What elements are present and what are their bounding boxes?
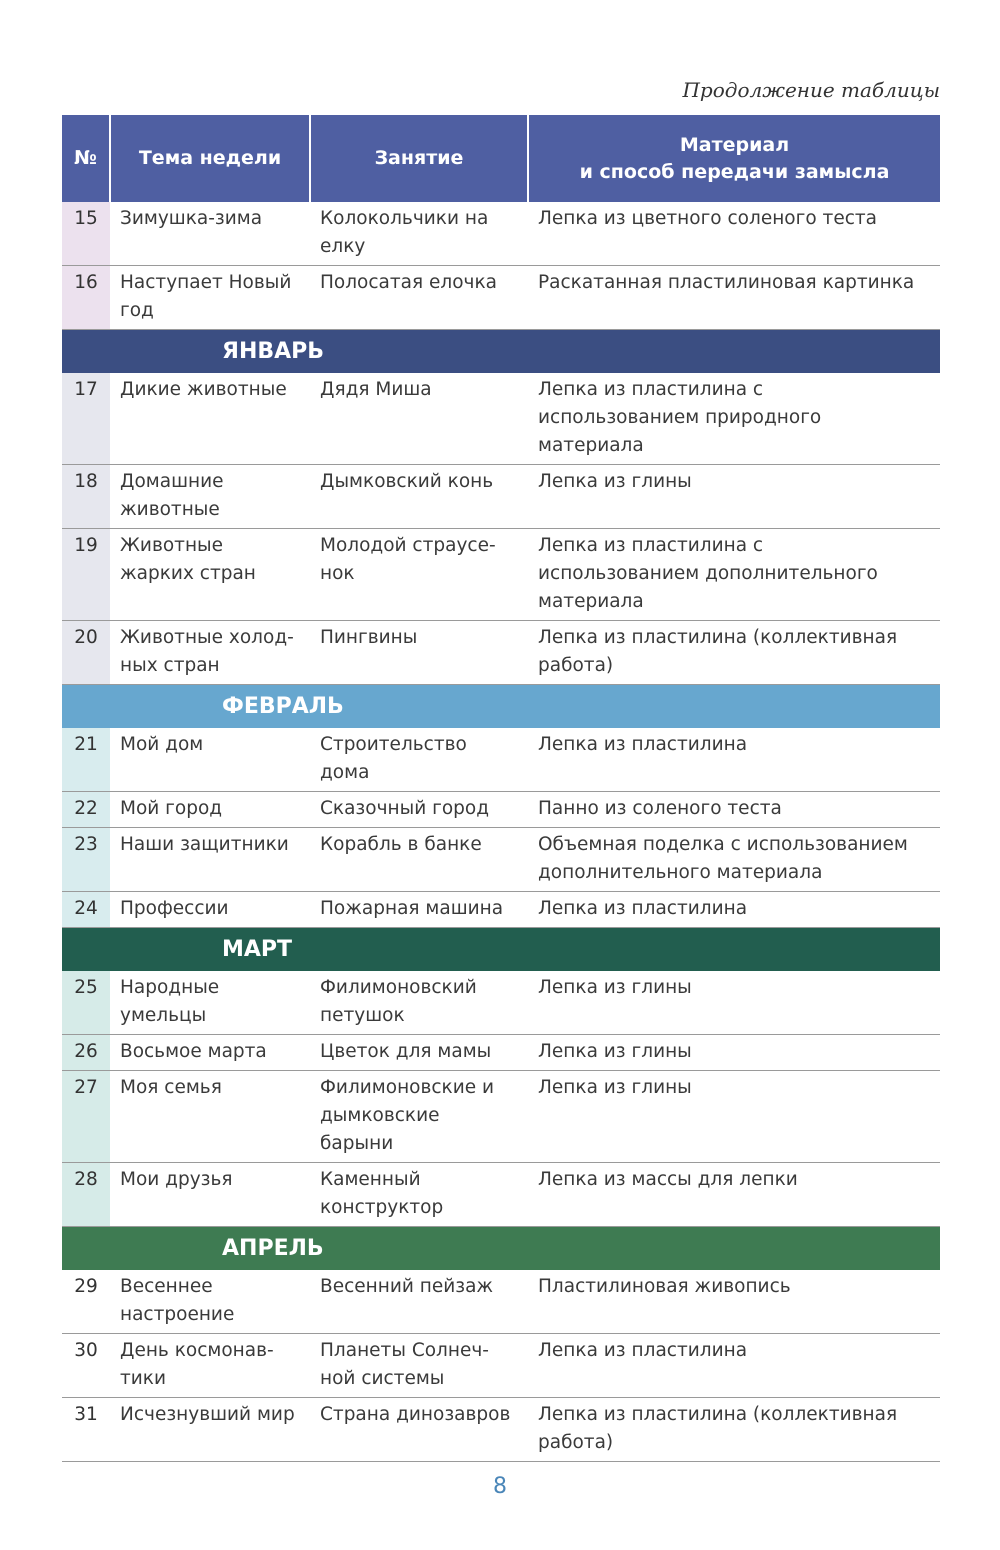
material-cell: Лепка из глины	[528, 1071, 940, 1163]
table-body	[62, 202, 940, 1462]
theme-cell: Народные умельцы	[110, 971, 310, 1035]
lesson-cell: Каменный конструктор	[310, 1163, 528, 1227]
row-number-cell: 18	[62, 465, 110, 529]
theme-cell: День космонав-тики	[110, 1334, 310, 1398]
table-row	[62, 1035, 940, 1071]
row-number-cell: 31	[62, 1398, 110, 1462]
row-number-cell: 19	[62, 529, 110, 621]
lesson-cell: Пожарная машина	[310, 892, 528, 928]
month-label: АПРЕЛЬ	[62, 1227, 940, 1271]
lesson-cell: Весенний пейзаж	[310, 1270, 528, 1334]
header-lesson: Занятие	[310, 115, 528, 202]
row-number-cell: 24	[62, 892, 110, 928]
month-row-mar	[62, 928, 940, 972]
table-row	[62, 1334, 940, 1398]
table-header-row	[62, 115, 940, 202]
material-cell: Объемная поделка с использованием дополнительного материала	[528, 828, 940, 892]
month-row-feb	[62, 685, 940, 729]
row-number-cell: 16	[62, 266, 110, 330]
header-theme: Тема недели	[110, 115, 310, 202]
theme-cell: Профессии	[110, 892, 310, 928]
table-row	[62, 1270, 940, 1334]
row-number-cell: 28	[62, 1163, 110, 1227]
theme-cell: Животные холод-ных стран	[110, 621, 310, 685]
row-number-cell: 27	[62, 1071, 110, 1163]
material-cell: Раскатанная пластилиновая картинка	[528, 266, 940, 330]
theme-cell: Домашние животные	[110, 465, 310, 529]
header-material: Материал и способ передачи замысла	[528, 115, 940, 202]
material-cell: Лепка из цветного соленого теста	[528, 202, 940, 266]
row-number-cell: 30	[62, 1334, 110, 1398]
material-cell: Лепка из пластилина (коллективная работа)	[528, 621, 940, 685]
header-num: №	[62, 115, 110, 202]
theme-cell: Весеннее настроение	[110, 1270, 310, 1334]
lesson-cell: Колокольчики на елку	[310, 202, 528, 266]
table-row	[62, 1071, 940, 1163]
row-number-cell: 29	[62, 1270, 110, 1334]
theme-cell: Животные жарких стран	[110, 529, 310, 621]
lesson-plan-table	[62, 115, 940, 1462]
row-number-cell: 17	[62, 373, 110, 465]
lesson-cell: Сказочный город	[310, 792, 528, 828]
lesson-cell: Страна динозавров	[310, 1398, 528, 1462]
lesson-cell: Планеты Солнеч-ной системы	[310, 1334, 528, 1398]
table-row	[62, 373, 940, 465]
theme-cell: Мои друзья	[110, 1163, 310, 1227]
theme-cell: Мой город	[110, 792, 310, 828]
row-number-cell: 23	[62, 828, 110, 892]
material-cell: Лепка из пластилина с использованием природного материала	[528, 373, 940, 465]
material-cell: Лепка из глины	[528, 1035, 940, 1071]
table-row	[62, 202, 940, 266]
month-row-apr	[62, 1227, 940, 1271]
material-cell: Лепка из глины	[528, 971, 940, 1035]
lesson-cell: Молодой страусе-нок	[310, 529, 528, 621]
table-row	[62, 892, 940, 928]
theme-cell: Наступает Новый год	[110, 266, 310, 330]
row-number-cell: 21	[62, 728, 110, 792]
row-number-cell: 25	[62, 971, 110, 1035]
month-row-jan	[62, 330, 940, 374]
table-row	[62, 1163, 940, 1227]
table-row	[62, 266, 940, 330]
month-label: МАРТ	[62, 928, 940, 972]
row-number-cell: 22	[62, 792, 110, 828]
table-row	[62, 465, 940, 529]
material-cell: Лепка из пластилина	[528, 728, 940, 792]
material-cell: Лепка из глины	[528, 465, 940, 529]
table-row	[62, 792, 940, 828]
material-cell: Панно из соленого теста	[528, 792, 940, 828]
theme-cell: Моя семья	[110, 1071, 310, 1163]
page-number: 8	[493, 1474, 507, 1499]
lesson-cell: Филимоновский петушок	[310, 971, 528, 1035]
lesson-cell: Дядя Миша	[310, 373, 528, 465]
material-cell: Лепка из пластилина с использованием дополнительного материала	[528, 529, 940, 621]
lesson-cell: Цветок для мамы	[310, 1035, 528, 1071]
table-row	[62, 971, 940, 1035]
table-row	[62, 828, 940, 892]
material-cell: Лепка из пластилина (коллективная работа)	[528, 1398, 940, 1462]
theme-cell: Наши защитники	[110, 828, 310, 892]
material-cell: Лепка из пластилина	[528, 1334, 940, 1398]
lesson-cell: Строительство дома	[310, 728, 528, 792]
theme-cell: Дикие животные	[110, 373, 310, 465]
lesson-cell: Филимоновские и дымковские барыни	[310, 1071, 528, 1163]
lesson-cell: Полосатая елочка	[310, 266, 528, 330]
table-row	[62, 621, 940, 685]
table-row	[62, 728, 940, 792]
material-cell: Лепка из пластилина	[528, 892, 940, 928]
month-label: ЯНВАРЬ	[62, 330, 940, 374]
lesson-cell: Дымковский конь	[310, 465, 528, 529]
theme-cell: Зимушка-зима	[110, 202, 310, 266]
month-label: ФЕВРАЛЬ	[62, 685, 940, 729]
material-cell: Лепка из массы для лепки	[528, 1163, 940, 1227]
table-row	[62, 1398, 940, 1462]
row-number-cell: 15	[62, 202, 110, 266]
theme-cell: Восьмое марта	[110, 1035, 310, 1071]
continuation-caption: Продолжение таблицы	[682, 78, 940, 102]
row-number-cell: 26	[62, 1035, 110, 1071]
row-number-cell: 20	[62, 621, 110, 685]
theme-cell: Мой дом	[110, 728, 310, 792]
theme-cell: Исчезнувший мир	[110, 1398, 310, 1462]
lesson-cell: Пингвины	[310, 621, 528, 685]
material-cell: Пластилиновая живопись	[528, 1270, 940, 1334]
table-row	[62, 529, 940, 621]
lesson-cell: Корабль в банке	[310, 828, 528, 892]
